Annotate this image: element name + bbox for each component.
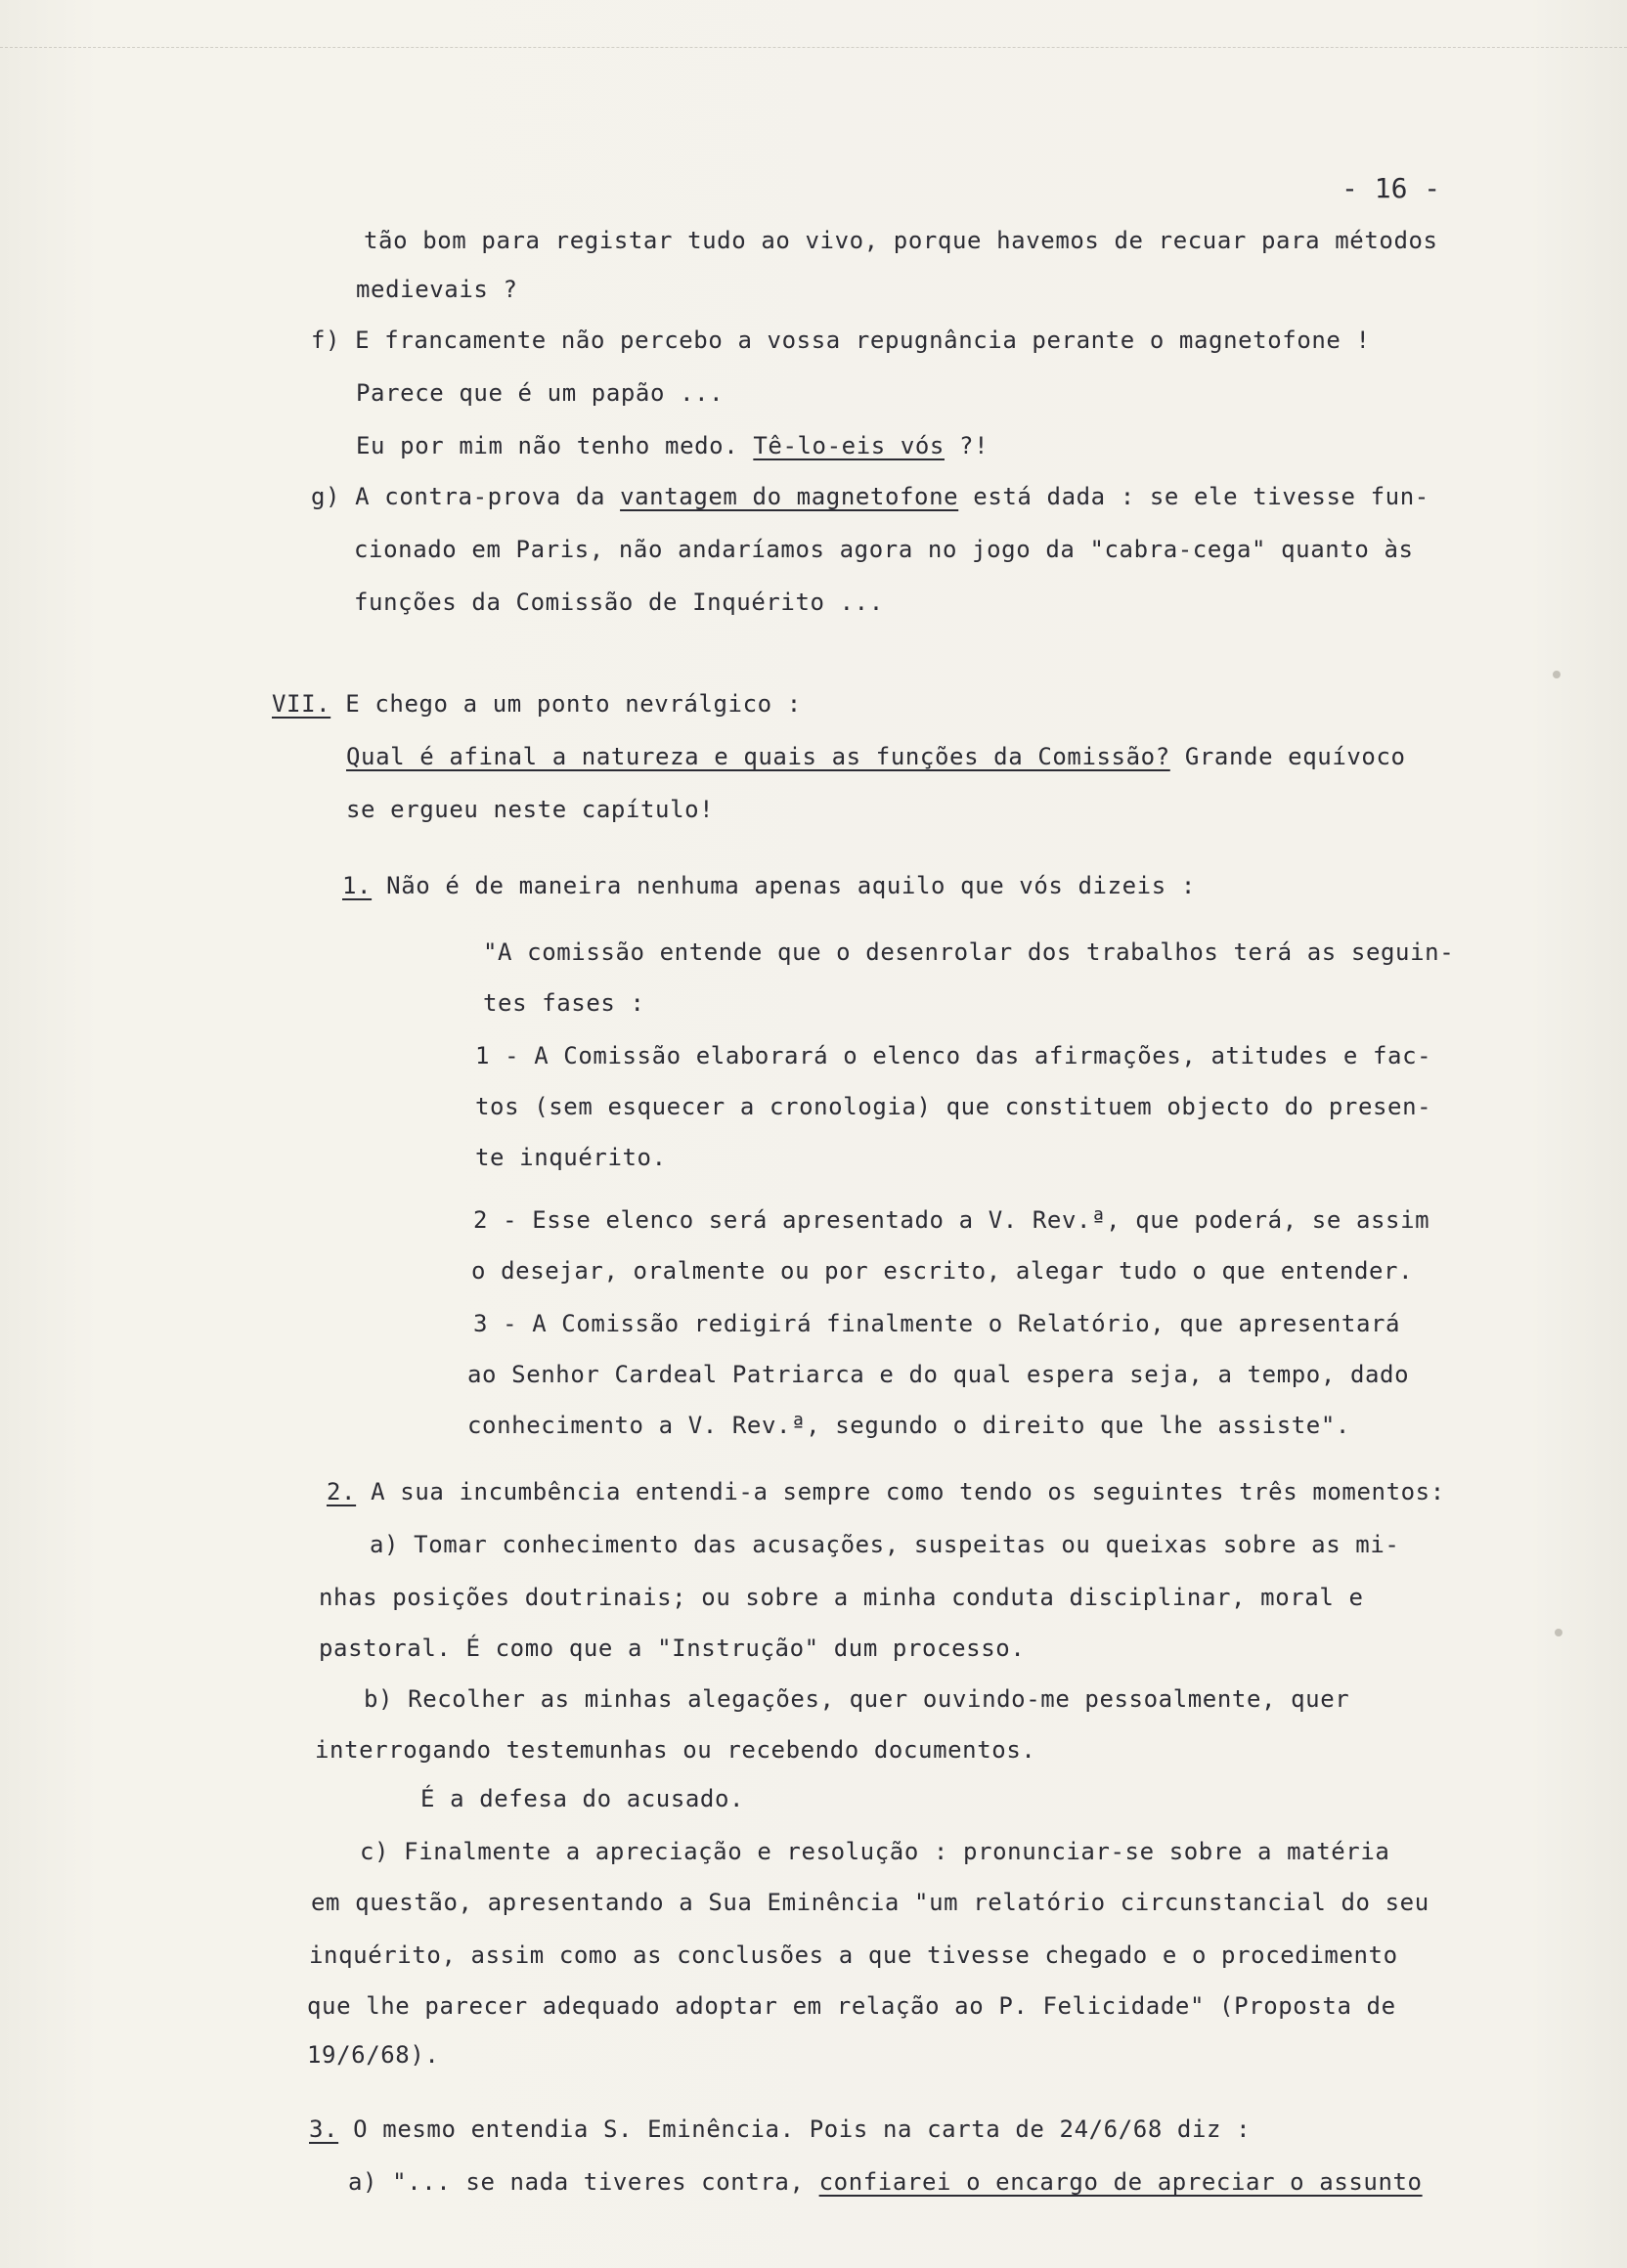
text-line (346, 743, 1406, 770)
item-label: f) (311, 327, 341, 354)
section-heading (272, 690, 802, 718)
text-span: Grande equívoco (1184, 743, 1406, 770)
scan-dot-1 (1553, 671, 1561, 678)
text-line: Parece que é um papão ... (356, 379, 725, 407)
text-line: em questão, apresentando a Sua Eminência "um relatório circunstancial do seu (311, 1889, 1429, 1916)
point-number: 1. (342, 872, 373, 899)
text-line: 2 - Esse elenco será apresentado a V. Rev.ª, que poderá, se assim (473, 1206, 1430, 1234)
text-line (356, 432, 989, 459)
text-line: interrogando testemunhas ou recebendo documentos. (315, 1736, 1036, 1764)
text-line (348, 2168, 1423, 2196)
text-line: 3 - A Comissão redigirá finalmente o Relatório, que apresentará (473, 1310, 1401, 1337)
text-line (342, 872, 1196, 899)
text-line: 1 - A Comissão elaborará o elenco das afirmações, atitudes e fac- (475, 1042, 1432, 1069)
text-line: cionado em Paris, não andaríamos agora no jogo da "cabra-cega" quanto às (354, 536, 1414, 563)
text-line: inquérito, assim como as conclusões a que tivesse chegado e o procedimento (309, 1941, 1398, 1969)
text-line: tão bom para registar tudo ao vivo, porque havemos de recuar para métodos (364, 227, 1438, 254)
text-line (311, 327, 1371, 354)
text-line: medievais ? (356, 276, 518, 303)
text-line: tos (sem esquecer a cronologia) que constituem objecto do presen- (475, 1093, 1432, 1120)
item-text: E francamente não percebo a vossa repugnância perante o magnetofone ! (355, 327, 1371, 354)
text-line: que lhe parecer adequado adoptar em relação ao P. Felicidade" (Proposta de (307, 1992, 1396, 2020)
point-number: 3. (309, 2115, 339, 2143)
text-line: o desejar, oralmente ou por escrito, alegar tudo o que entender. (471, 1257, 1414, 1285)
text-span: A sua incumbência entendi-a sempre como tendo os seguintes três momentos: (371, 1478, 1445, 1505)
text-line: funções da Comissão de Inquérito ... (354, 589, 884, 616)
underlined-text: Tê-lo-eis vós (753, 432, 945, 459)
text-span: Não é de maneira nenhuma apenas aquilo que vós dizeis : (386, 872, 1196, 899)
text-line: se ergueu neste capítulo! (346, 796, 715, 823)
text-line: 19/6/68). (307, 2041, 440, 2069)
scan-edge-marks (0, 47, 1627, 52)
scan-dot-2 (1555, 1629, 1562, 1636)
text-line (309, 2115, 1251, 2143)
text-span: a) "... se nada tiveres contra, (348, 2168, 805, 2196)
text-line (311, 483, 1429, 510)
text-line: nhas posições doutrinais; ou sobre a minha conduta disciplinar, moral e (319, 1584, 1364, 1611)
text-span: A contra-prova da (355, 483, 606, 510)
text-span: ?! (959, 432, 989, 459)
underlined-text: confiarei o encargo de apreciar o assunto (818, 2168, 1423, 2196)
text-line: b) Recolher as minhas alegações, quer ouvindo-me pessoalmente, quer (364, 1685, 1350, 1713)
underlined-text: vantagem do magnetofone (620, 483, 959, 510)
text-line: ao Senhor Cardeal Patriarca e do qual espera seja, a tempo, dado (467, 1361, 1410, 1388)
text-line: "A comissão entende que o desenrolar dos trabalhos terá as seguin- (483, 938, 1455, 966)
text-line: a) Tomar conhecimento das acusações, suspeitas ou queixas sobre as mi- (370, 1531, 1400, 1558)
page-number: - 16 - (1341, 172, 1441, 204)
text-line: tes fases : (483, 989, 645, 1017)
item-label: g) (311, 483, 341, 510)
text-line: pastoral. É como que a "Instrução" dum processo. (319, 1635, 1026, 1662)
text-line (327, 1478, 1445, 1505)
section-title: E chego a um ponto nevrálgico : (345, 690, 802, 718)
text-line: conhecimento a V. Rev.ª, segundo o direito que lhe assiste". (467, 1412, 1350, 1439)
text-span: O mesmo entendia S. Eminência. Pois na carta de 24/6/68 diz : (353, 2115, 1252, 2143)
point-number: 2. (327, 1478, 357, 1505)
text-line: te inquérito. (475, 1144, 667, 1171)
underlined-text: Qual é afinal a natureza e quais as funções da Comissão? (346, 743, 1170, 770)
text-line: É a defesa do acusado. (420, 1785, 745, 1812)
text-line: c) Finalmente a apreciação e resolução : pronunciar-se sobre a matéria (360, 1838, 1390, 1865)
text-span: Eu por mim não tenho medo. (356, 432, 739, 459)
text-span: está dada : se ele tivesse fun- (973, 483, 1429, 510)
section-number: VII. (272, 690, 331, 718)
